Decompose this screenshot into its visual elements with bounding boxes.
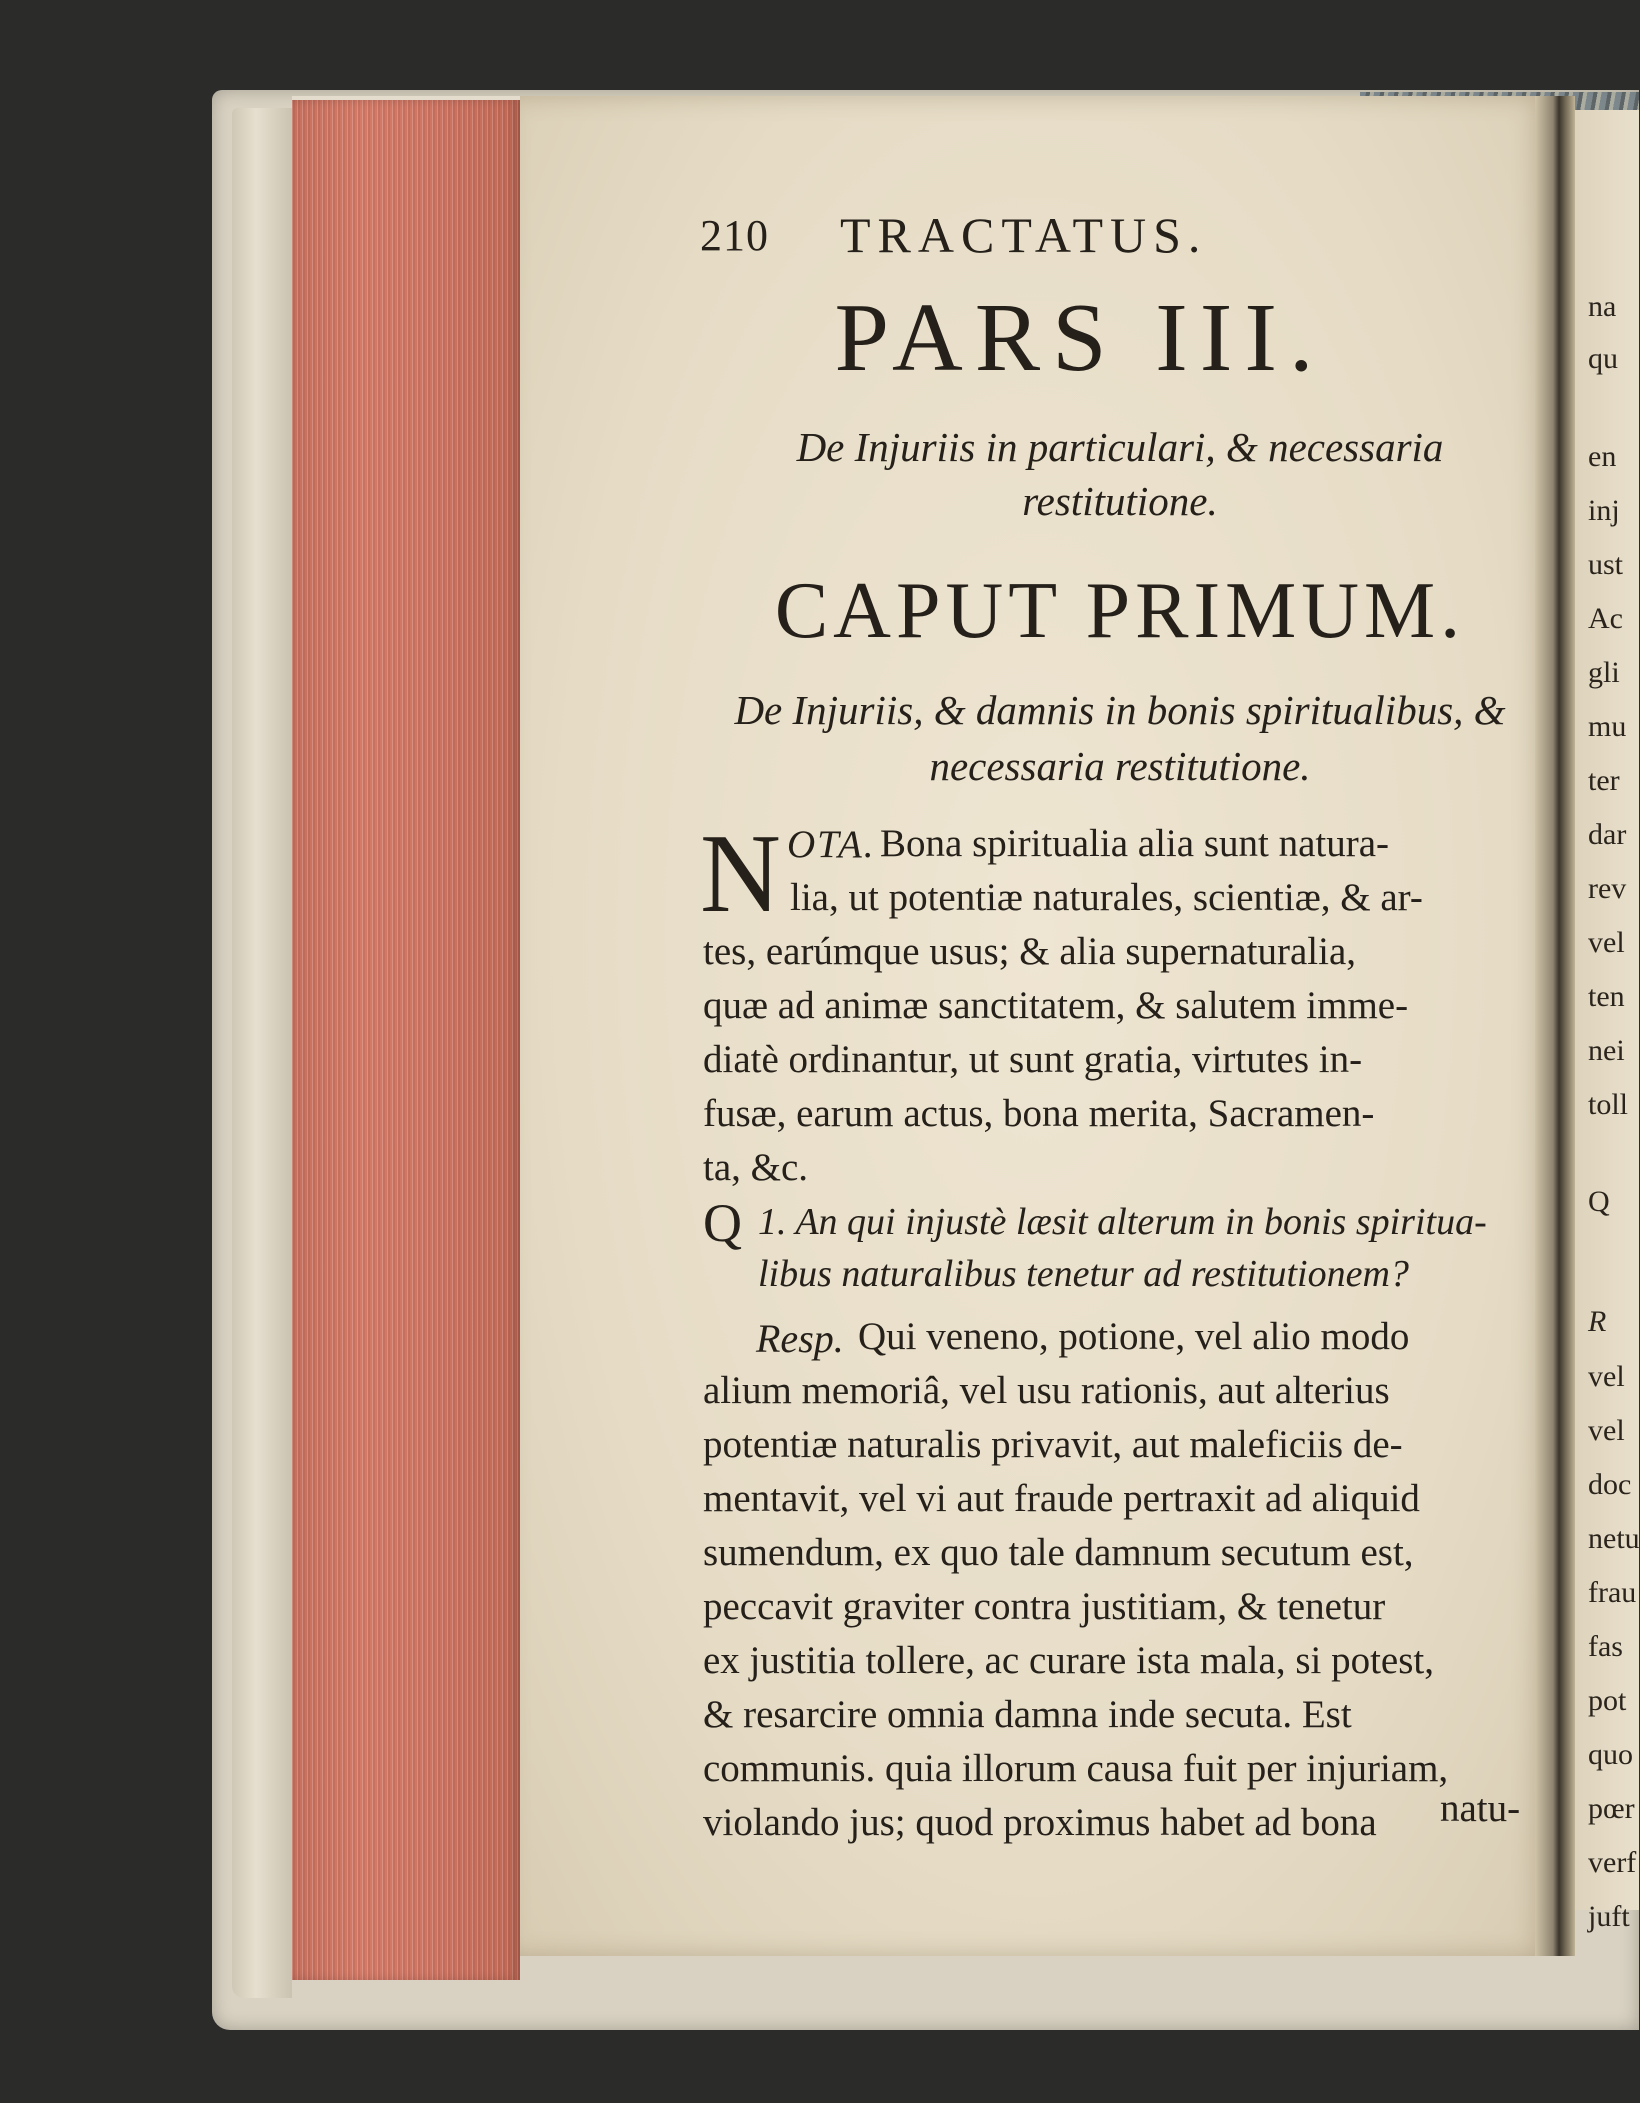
right-page xyxy=(1570,110,1640,1933)
response-first-line xyxy=(858,1310,1530,1364)
question-label: Q xyxy=(703,1193,742,1253)
response-label: Resp. xyxy=(756,1316,844,1361)
nota-first-line xyxy=(880,817,1530,871)
right-page-fragment: rev xyxy=(1588,872,1627,905)
part-subtitle: De Injuriis in particulari, & necessaria restitutione. xyxy=(796,424,1444,524)
right-page-fragment: gli xyxy=(1588,656,1620,689)
text-line: libus naturalibus tenetur ad restitutionem? xyxy=(758,1253,1409,1295)
right-page-fragment: ten xyxy=(1588,980,1625,1013)
nota-paragraph xyxy=(703,925,1529,1195)
right-page-fragment: juft xyxy=(1588,1900,1630,1933)
text-line: tes, earúmque usus; & alia supernaturalia, xyxy=(703,930,1357,973)
chapter-title: CAPUT PRIMUM. xyxy=(774,567,1466,655)
text-line: mentavit, vel vi aut fraude pertraxit ad aliquid xyxy=(703,1477,1420,1520)
right-page-fragment: dar xyxy=(1588,818,1627,851)
text-line: potentiæ naturalis privavit, aut maleficiis de- xyxy=(703,1423,1403,1466)
text-line: quæ ad animæ sanctitatem, & salutem imme- xyxy=(703,984,1409,1027)
book-cover-turn-in xyxy=(232,108,292,1998)
text-line: sumendum, ex quo tale damnum secutum est, xyxy=(703,1531,1414,1574)
nota-label: OTA. xyxy=(787,823,876,866)
text-line: lia, ut potentiæ naturales, scientiæ, & ar- xyxy=(790,876,1423,919)
right-page-fragment: pot xyxy=(1588,1684,1627,1717)
text-line: fusæ, earum actus, bona merita, Sacramen- xyxy=(703,1092,1375,1135)
text-line: violando jus; quod proximus habet ad bona xyxy=(703,1801,1377,1844)
response-paragraph xyxy=(703,1364,1529,1850)
book-gutter xyxy=(1535,96,1575,1956)
right-page-fragment: frau xyxy=(1588,1576,1637,1609)
right-page-fragment: ter xyxy=(1588,764,1620,797)
right-page-fragment: Q xyxy=(1588,1185,1610,1218)
right-page-fragment: na xyxy=(1588,290,1617,323)
right-page-fragment: vel xyxy=(1588,1360,1625,1393)
text-line: alium memoriâ, vel usu rationis, aut alterius xyxy=(703,1369,1390,1412)
right-page-fragment: nei xyxy=(1588,1034,1625,1067)
right-page-fragment: pœr xyxy=(1588,1792,1635,1825)
text-line: Qui veneno, potione, vel alio modo xyxy=(858,1315,1410,1358)
text-line: ex justitia tollere, ac curare ista mala, si potest, xyxy=(703,1639,1434,1682)
right-page-fragment: en xyxy=(1588,440,1617,473)
right-page-fragment: fas xyxy=(1588,1630,1623,1663)
right-page-fragment: vel xyxy=(1588,926,1625,959)
nota-indented-line xyxy=(790,871,1529,925)
right-page-fragment: Ac xyxy=(1588,602,1623,635)
right-page-fragment: ust xyxy=(1588,548,1624,581)
text-line: peccavit graviter contra justitiam, & tenetur xyxy=(703,1585,1386,1628)
text-line: & resarcire omnia damna inde secuta. Est xyxy=(703,1693,1352,1736)
right-page-fragment: vel xyxy=(1588,1414,1625,1447)
catchword: natu- xyxy=(1440,1787,1521,1830)
running-head xyxy=(700,207,1330,270)
right-page-fragment: R xyxy=(1588,1305,1607,1338)
right-page-fragment: toll xyxy=(1588,1088,1629,1121)
text-line: communis. quia illorum causa fuit per injuriam, xyxy=(703,1747,1449,1790)
right-page-fragment: doc xyxy=(1588,1468,1632,1501)
text-line: diatè ordinantur, ut sunt gratia, virtutes in- xyxy=(703,1038,1363,1081)
right-page-fragment: inj xyxy=(1588,494,1620,527)
part-title: PARS III. xyxy=(834,284,1326,392)
text-line: 1. An qui injustè læsit alterum in bonis spiritua- xyxy=(758,1201,1487,1243)
page-number: 210 xyxy=(700,211,769,260)
page-edges-red xyxy=(292,100,520,1980)
running-title: TRACTATUS. xyxy=(840,207,1208,263)
drop-cap: N xyxy=(700,812,781,936)
chapter-subtitle: De Injuriis, & damnis in bonis spiritualibus, & necessaria restitutione. xyxy=(734,687,1506,789)
question-text xyxy=(758,1196,1530,1300)
right-page-fragment: mu xyxy=(1588,710,1627,743)
text-line: ta, &c. xyxy=(703,1146,809,1189)
right-page-fragment: quo xyxy=(1588,1738,1633,1771)
right-page-fragment: verf xyxy=(1588,1846,1637,1879)
text-line: Bona spiritualia alia sunt natura- xyxy=(880,822,1390,865)
right-page-fragment: qu xyxy=(1588,342,1618,375)
right-page-fragment: netu xyxy=(1588,1522,1640,1555)
